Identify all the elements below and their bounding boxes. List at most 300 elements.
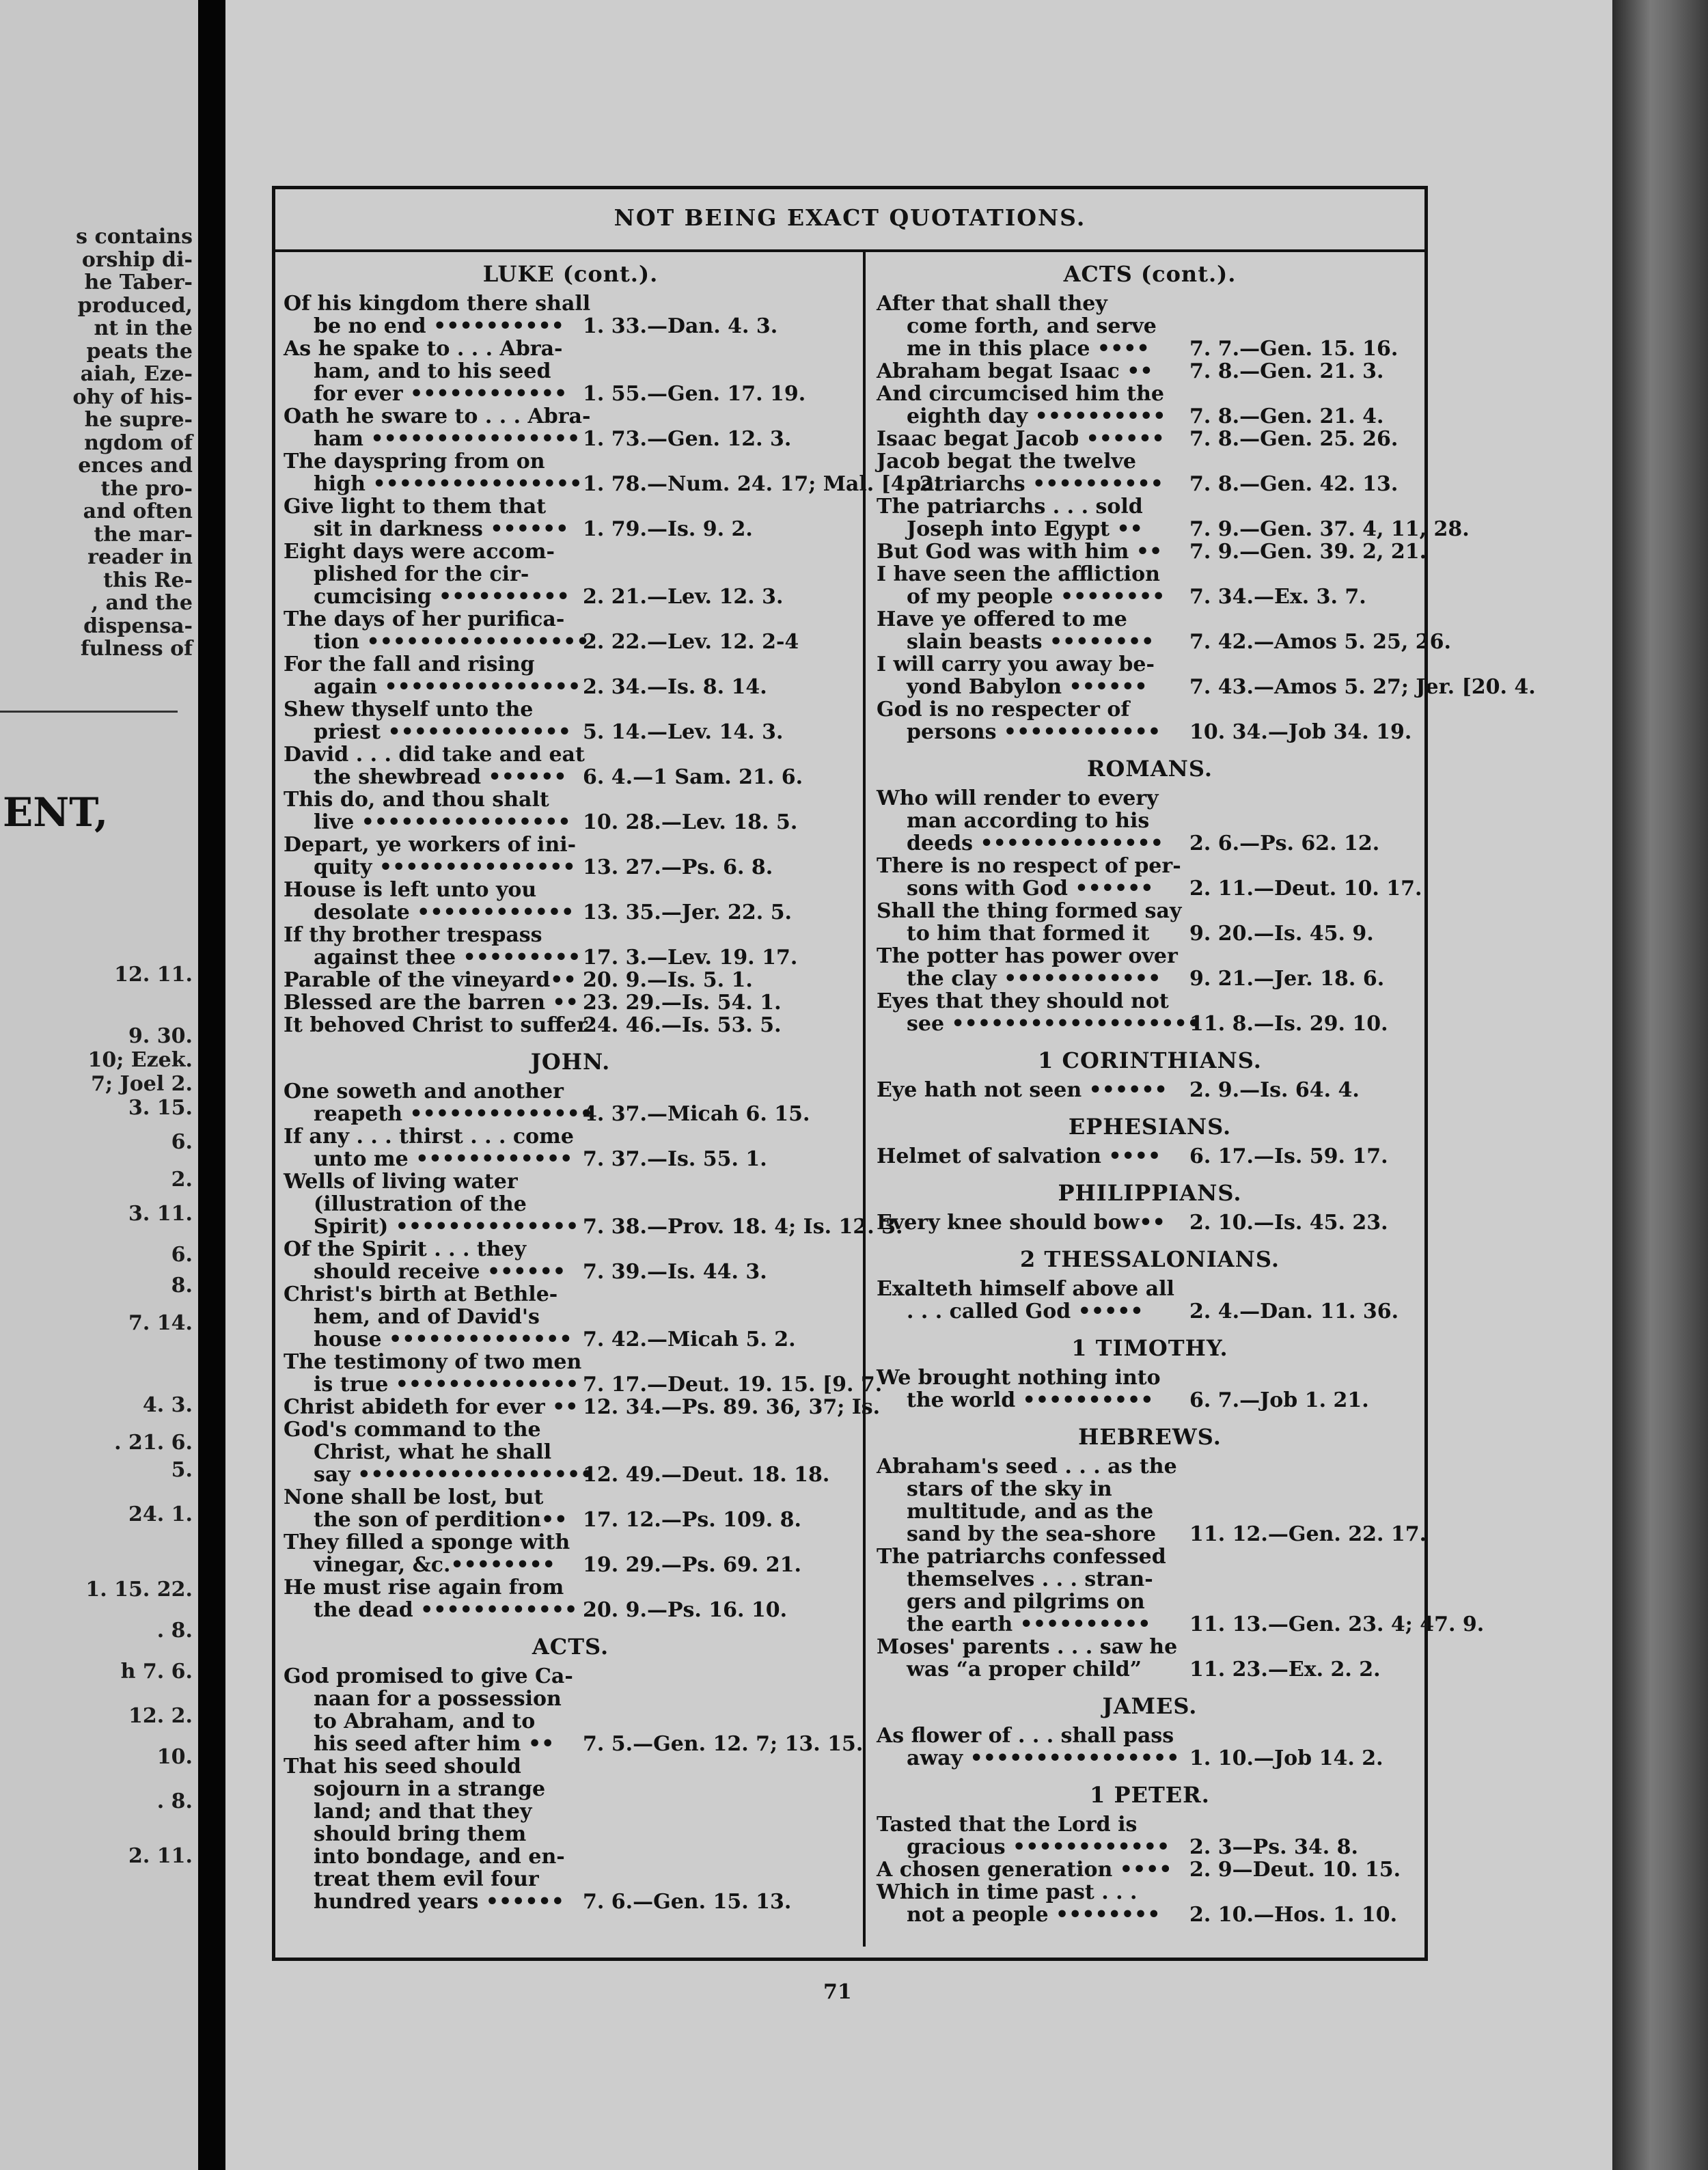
quotation-text [284,923,581,970]
scripture-reference: 7. 37.—Is. 55. 1. [583,1147,767,1171]
quotation-entry [284,1350,883,1397]
section-heading: EPHESIANS. [1068,1114,1232,1140]
scripture-reference: 1. 79.—Is. 9. 2. [583,517,753,541]
quotation-entry [284,1125,857,1170]
scripture-reference: 7. 8.—Gen. 21. 4. [1189,404,1384,428]
quotation-line: ham, and to his seed [314,359,551,383]
quotation-line: sit in darkness •••••• [314,517,569,541]
book-section [877,1335,1423,1412]
quotation-line: into bondage, and en- [314,1845,565,1869]
quotation-text [877,292,1184,360]
facing-page-ref: 10. [156,1745,193,1769]
section-heading: JAMES. [1102,1693,1198,1719]
quotation-line: God is no respecter of [877,698,1130,722]
quotation-line: of my people •••••••• [907,585,1166,609]
quotation-text [284,698,577,743]
facing-page-fragment [0,0,198,2170]
quotation-line: Christ, what he shall [314,1440,552,1464]
quotation-line: ham •••••••••••••••• [314,427,581,451]
section-heading: HEBREWS. [1078,1424,1222,1450]
quotation-text [284,788,577,834]
quotation-entry [877,450,1423,495]
quotation-text [284,1080,593,1126]
quotation-line: priest •••••••••••••• [314,720,571,744]
quotation-text [284,1755,577,1913]
quotation-line: plished for the cir- [314,562,529,586]
quotation-line: yond Babylon •••••• [907,675,1148,699]
quotation-line: was “a proper child” [907,1658,1142,1681]
scripture-reference: 12. 49.—Deut. 18. 18. [583,1463,830,1487]
quotation-line: God promised to give Ca- [284,1664,573,1688]
book-section [877,1693,1423,1770]
quotation-line: Wells of living water [284,1170,518,1194]
quotation-line: Depart, ye workers of ini- [284,833,577,857]
quotation-line: themselves . . . stran- [907,1567,1153,1591]
quotation-entry [877,428,1423,450]
scripture-reference: 7. 42.—Micah 5. 2. [583,1328,796,1351]
quotation-line: see ••••••••••••••••••• [907,1012,1200,1036]
quotation-text [877,1725,1184,1770]
quotation-line: There is no respect of per- [877,854,1181,878]
quotation-line: The patriarchs . . . sold [877,495,1143,519]
facing-page-line: orship di- [81,247,193,272]
quotation-line: me in this place •••• [907,337,1150,361]
quotation-line: (illustration of the [314,1192,527,1216]
scripture-reference: 9. 21.—Jer. 18. 6. [1189,967,1385,991]
quotation-line: The days of her purifica- [284,607,565,631]
quotation-line: Isaac begat Jacob •••••• [877,427,1165,451]
quotation-table [272,186,1536,1961]
quotation-line: high •••••••••••••••• [314,472,583,496]
quotation-line: to him that formed it [907,922,1150,946]
quotation-line: For the fall and rising [284,653,535,676]
quotation-text [284,834,577,879]
scripture-reference: 6. 4.—1 Sam. 21. 6. [583,765,803,789]
quotation-line: We brought nothing into [877,1366,1161,1390]
facing-page-line: reader in [87,545,193,569]
scripture-reference: 20. 9.—Is. 5. 1. [583,968,753,992]
quotation-entry [284,653,857,698]
quotation-line: Abraham begat Isaac •• [877,359,1153,383]
quotation-text [877,1546,1184,1636]
section-heading: 1 CORINTHIANS. [1038,1047,1262,1073]
quotation-line: cumcising •••••••••• [314,585,570,609]
quotation-entry [877,360,1423,383]
scripture-reference: 7. 8.—Gen. 21. 3. [1189,359,1384,383]
quotation-entry [284,292,857,338]
quotation-line: say •••••••••••••••••• [314,1463,594,1487]
quotation-text [877,540,1184,563]
quotation-line: eighth day •••••••••• [907,404,1166,428]
facing-page-ref: h 7. 6. [120,1660,193,1684]
facing-page-ref: 2. [171,1168,193,1192]
scripture-reference: 23. 29.—Is. 54. 1. [583,991,782,1015]
scripture-reference: 20. 9.—Ps. 16. 10. [583,1598,788,1622]
left-column [284,261,941,1917]
book-section [877,261,1536,744]
quotation-entry [284,1170,903,1239]
quotation-line: It behoved Christ to suffer [284,1013,588,1037]
facing-page-ref: 6. [171,1243,193,1267]
quotation-line: That his seed should [284,1755,521,1778]
quotation-entry [284,969,857,991]
quotation-line: quity ••••••••••••••• [314,855,576,879]
quotation-line: the dead •••••••••••• [314,1598,578,1622]
scripture-reference: 2. 11.—Deut. 10. 17. [1189,877,1422,901]
quotation-line: be no end •••••••••• [314,314,564,338]
quotation-line: I have seen the affliction [877,562,1160,586]
quotation-text [877,1079,1184,1101]
quotation-line: stars of the sky in [907,1477,1112,1501]
quotation-entry [877,1725,1423,1770]
scripture-reference: 2. 9.—Is. 64. 4. [1189,1078,1360,1102]
quotation-line: his seed after him •• [314,1732,555,1756]
facing-page-ref: 12. 11. [114,963,193,987]
quotation-entry [284,834,857,879]
quotation-line: The dayspring from on [284,450,545,473]
scripture-reference: 6. 7.—Job 1. 21. [1189,1388,1369,1412]
scripture-reference: 2. 6.—Ps. 62. 12. [1189,832,1380,855]
quotation-text [877,1636,1184,1681]
quotation-line: treat them evil four [314,1867,539,1891]
title-rule [275,249,1424,252]
quotation-line: Jacob begat the twelve [877,450,1136,473]
quotation-text [877,787,1184,855]
scripture-reference: 19. 29.—Ps. 69. 21. [583,1553,801,1577]
quotation-line: As flower of . . . shall pass [877,1724,1174,1748]
scripture-reference: 11. 13.—Gen. 23. 4; 47. 9. [1189,1612,1485,1636]
quotation-entry [877,1079,1423,1101]
quotation-text [877,698,1184,743]
quotation-line: unto me •••••••••••• [314,1147,573,1171]
book-section [877,1047,1423,1101]
section-heading: 1 PETER. [1090,1782,1210,1808]
scripture-reference: 17. 12.—Ps. 109. 8. [583,1508,801,1532]
quotation-text [877,563,1184,608]
facing-page-ref: 8. [171,1274,193,1297]
quotation-entry [284,1238,857,1283]
quotation-entry [877,1881,1423,1926]
quotation-line: the world •••••••••• [907,1388,1154,1412]
quotation-line: deeds •••••••••••••• [907,832,1163,855]
quotation-text [877,1278,1184,1323]
facing-page-ref: 12. 2. [128,1704,193,1728]
quotation-text [284,969,577,991]
section-heading: PHILIPPIANS. [1058,1180,1242,1206]
quotation-line: not a people •••••••• [907,1903,1161,1927]
quotation-text [284,450,583,496]
quotation-text [284,879,577,924]
quotation-line: gers and pilgrims on [907,1590,1145,1614]
scripture-reference: 11. 12.—Gen. 22. 17. [1189,1522,1427,1546]
quotation-text [877,1881,1184,1926]
quotation-entry [877,292,1423,360]
quotation-line: The potter has power over [877,944,1178,968]
quotation-line: gracious •••••••••••• [907,1835,1170,1859]
quotation-line: hundred years •••••• [314,1890,564,1914]
scripture-reference: 7. 34.—Ex. 3. 7. [1189,585,1366,609]
quotation-text [877,653,1184,698]
quotation-line: vinegar, &c.•••••••• [314,1553,555,1577]
quotation-line: tion ••••••••••••••••• [314,630,590,654]
quotation-entry [877,1858,1423,1881]
quotation-entry [284,924,857,969]
quotation-text [877,428,1184,450]
quotation-text [284,495,577,540]
quotation-line: Eight days were accom- [284,540,555,564]
scripture-reference: 2. 10.—Hos. 1. 10. [1189,1903,1398,1927]
quotation-line: the earth •••••••••• [907,1612,1151,1636]
scripture-reference: 7. 9.—Gen. 37. 4, 11, 28. [1189,517,1470,541]
scripture-reference: 7. 17.—Deut. 19. 15. [9. 7. [583,1373,883,1397]
quotation-line: A chosen generation •••• [877,1858,1172,1882]
quotation-line: . . . called God ••••• [907,1300,1144,1323]
facing-page-ref: 3. 15. [128,1096,193,1120]
facing-page-line: peats the [86,339,193,363]
quotation-line: hem, and of David's [314,1305,540,1329]
quotation-line: Parable of the vineyard•• [284,968,577,992]
facing-page-line: , and the [91,591,193,615]
quotation-line: Oath he sware to . . . Abra- [284,404,591,428]
quotation-text [877,360,1184,383]
quotation-line: None shall be lost, but [284,1485,544,1509]
book-gutter [198,0,225,2170]
quotation-line: Shew thyself unto the [284,698,534,722]
scripture-reference: 2. 4.—Dan. 11. 36. [1189,1300,1399,1323]
facing-page-ref: 6. [171,1130,193,1154]
quotation-text [877,383,1184,428]
book-section [877,1114,1423,1168]
scripture-reference: 6. 17.—Is. 59. 17. [1189,1144,1388,1168]
quotation-entry [284,450,941,496]
quotation-line: The testimony of two men [284,1350,582,1374]
scripture-reference: 24. 46.—Is. 53. 5. [583,1013,782,1037]
quotation-text [284,1238,577,1283]
quotation-text [284,540,577,608]
quotation-line: If any . . . thirst . . . come [284,1125,575,1149]
facing-page-line: ohy of his- [72,385,193,409]
quotation-line: Abraham's seed . . . as the [877,1455,1177,1479]
quotation-text [877,989,1200,1036]
facing-page-line: nt in the [94,316,193,340]
quotation-line: against thee ••••••••• [314,946,581,970]
facing-page-line: the pro- [100,476,193,501]
quotation-line: Helmet of salvation •••• [877,1144,1161,1168]
quotation-text [877,945,1184,990]
quotation-entry [877,563,1423,608]
quotation-entry [877,653,1536,699]
scripture-reference: 11. 23.—Ex. 2. 2. [1189,1658,1381,1681]
quotation-entry [284,1283,857,1351]
facing-page-ref: . 21. 6. [114,1431,193,1455]
facing-page-ref: 5. [171,1458,193,1482]
page-title: NOT BEING EXACT QUOTATIONS. [614,204,1086,231]
quotation-text [284,404,591,451]
quotation-line: Eye hath not seen •••••• [877,1078,1168,1102]
quotation-line: to Abraham, and to [314,1709,536,1733]
quotation-line: again ••••••••••••••• [314,675,581,699]
facing-page-line: ngdom of [84,430,193,455]
section-heading: ACTS (cont.). [1063,261,1237,287]
scripture-reference: 1. 78.—Num. 24. 17; Mal. [4. 2. [583,472,941,496]
quotation-entry [877,1145,1423,1168]
scripture-reference: 2. 3—Ps. 34. 8. [1189,1835,1358,1859]
quotation-entry [284,1486,857,1531]
quotation-line: Eyes that they should not [877,989,1169,1013]
facing-page-line: the mar- [94,522,193,547]
quotation-line: Tasted that the Lord is [877,1813,1138,1837]
scripture-reference: 2. 22.—Lev. 12. 2-4 [583,630,799,654]
facing-page-ref: 7. 14. [128,1311,193,1335]
facing-page-ref: . 8. [156,1619,193,1643]
quotation-text [284,1350,582,1397]
scripture-reference: 2. 10.—Is. 45. 23. [1189,1211,1388,1235]
quotation-entry [877,900,1423,945]
quotation-line: come forth, and serve [907,314,1157,338]
quotation-entry [284,788,857,834]
quotation-line: As he spake to . . . Abra- [284,337,563,361]
quotation-text [284,607,590,654]
quotation-line: If thy brother trespass [284,923,542,947]
quotation-text [284,1665,577,1755]
quotation-entry [877,990,1423,1035]
quotation-line: desolate •••••••••••• [314,901,575,924]
facing-page-line: he supre- [84,408,193,432]
quotation-text [284,1283,577,1351]
quotation-entry [284,608,857,653]
quotation-line: sons with God •••••• [907,877,1154,901]
quotation-entry [284,1080,857,1125]
scripture-reference: 4. 37.—Micah 6. 15. [583,1102,810,1126]
book-section [877,1782,1423,1926]
facing-page-line: fulness of [80,637,193,661]
quotation-entry [284,495,857,540]
quotation-text [877,1211,1184,1234]
quotation-line: the shewbread •••••• [314,765,567,789]
quotation-entry [877,1545,1485,1636]
right-column [877,261,1536,1930]
scripture-reference: 9. 20.—Is. 45. 9. [1189,922,1374,946]
scripture-reference: 11. 8.—Is. 29. 10. [1189,1012,1388,1036]
quotation-entry [284,991,857,1014]
quotation-entry [877,607,1451,654]
scripture-reference: 7. 43.—Amos 5. 27; Jer. [20. 4. [1189,675,1536,699]
quotation-text [877,608,1184,653]
quotation-line: reapeth •••••••••••••• [314,1102,593,1126]
quotation-text [284,1418,594,1487]
column-divider [863,252,866,1947]
quotation-entry [877,540,1427,564]
scripture-reference: 1. 10.—Job 14. 2. [1189,1746,1383,1770]
facing-page-ref: 9. 30. [128,1024,193,1048]
quotation-text [877,1858,1184,1881]
scripture-reference: 13. 35.—Jer. 22. 5. [583,901,793,924]
quotation-line: God's command to the [284,1418,541,1442]
page-number: 71 [823,1980,852,2004]
quotation-entry [284,1418,857,1486]
quotation-line: Spirit) •••••••••••••• [314,1215,579,1239]
quotation-entry [284,338,857,405]
quotation-text [877,1813,1184,1858]
quotation-line: Blessed are the barren •• [284,991,579,1015]
quotation-text [877,1145,1184,1168]
scripture-reference: 7. 9.—Gen. 39. 2, 21. [1189,540,1427,564]
quotation-line: live •••••••••••••••• [314,810,571,834]
quotation-text [877,1455,1184,1546]
book-section [284,261,941,1037]
quotation-text [284,1396,577,1418]
quotation-text [284,338,577,405]
quotation-line: The patriarchs confessed [877,1545,1166,1569]
section-heading: LUKE (cont.). [482,261,659,287]
quotation-line: Shall the thing formed say [877,899,1182,923]
quotation-text [877,450,1184,495]
quotation-line: persons •••••••••••• [907,720,1161,744]
book-section [877,1180,1423,1234]
quotation-entry [284,540,857,608]
facing-page-line: he Taber- [84,271,193,294]
quotation-entry [877,855,1423,900]
quotation-line: sojourn in a strange [314,1777,546,1801]
quotation-text [284,1013,588,1037]
scripture-reference: 5. 14.—Lev. 14. 3. [583,720,784,744]
scripture-reference: 1. 55.—Gen. 17. 19. [583,382,806,406]
quotation-entry [877,495,1470,541]
facing-page-ref: 24. 1. [128,1502,193,1526]
quotation-text [877,1366,1184,1412]
quotation-entry [284,743,857,788]
quotation-entry [284,1576,857,1621]
scripture-reference: 7. 8.—Gen. 25. 26. [1189,427,1399,451]
quotation-line: Moses' parents . . . saw he [877,1635,1178,1659]
quotation-entry [284,1664,864,1756]
book-section [284,1049,903,1622]
quotation-entry [284,879,857,924]
quotation-text [284,1576,577,1621]
quotation-line: Have ye offered to me [877,607,1127,631]
quotation-entry [284,1531,857,1576]
facing-page-line: produced, [77,293,193,318]
quotation-line: man according to his [907,809,1150,833]
book-section [877,1246,1423,1323]
quotation-entry [877,1636,1423,1681]
scripture-reference: 2. 9—Deut. 10. 15. [1189,1858,1401,1882]
facing-page-rule [0,711,178,713]
quotation-text [877,855,1184,900]
quotation-entry [877,1813,1423,1858]
facing-page-heading: ENT, [3,789,109,836]
quotation-line: naan for a possession [314,1687,562,1711]
book-section [877,756,1423,1035]
scripture-reference: 7. 39.—Is. 44. 3. [583,1260,767,1284]
quotation-entry [284,405,857,450]
facing-page-line: s contains [76,225,193,249]
quotation-text [284,1486,577,1531]
quotation-line: should receive •••••• [314,1260,566,1284]
book-section [284,1634,864,1914]
quotation-entry [877,698,1423,743]
facing-page-line: and often [83,499,193,523]
quotation-entry [877,1278,1423,1323]
section-heading: 1 TIMOTHY. [1071,1335,1228,1361]
scripture-reference: 17. 3.—Lev. 19. 17. [583,946,798,970]
facing-page-ref: 4. 3. [142,1393,193,1417]
quotation-line: Who will render to every [877,786,1159,810]
quotation-line: the son of perdition•• [314,1508,568,1532]
facing-page-ref: 2. 11. [128,1844,193,1868]
quotation-line: But God was with him •• [877,540,1163,564]
quotation-line: Of the Spirit . . . they [284,1237,527,1261]
